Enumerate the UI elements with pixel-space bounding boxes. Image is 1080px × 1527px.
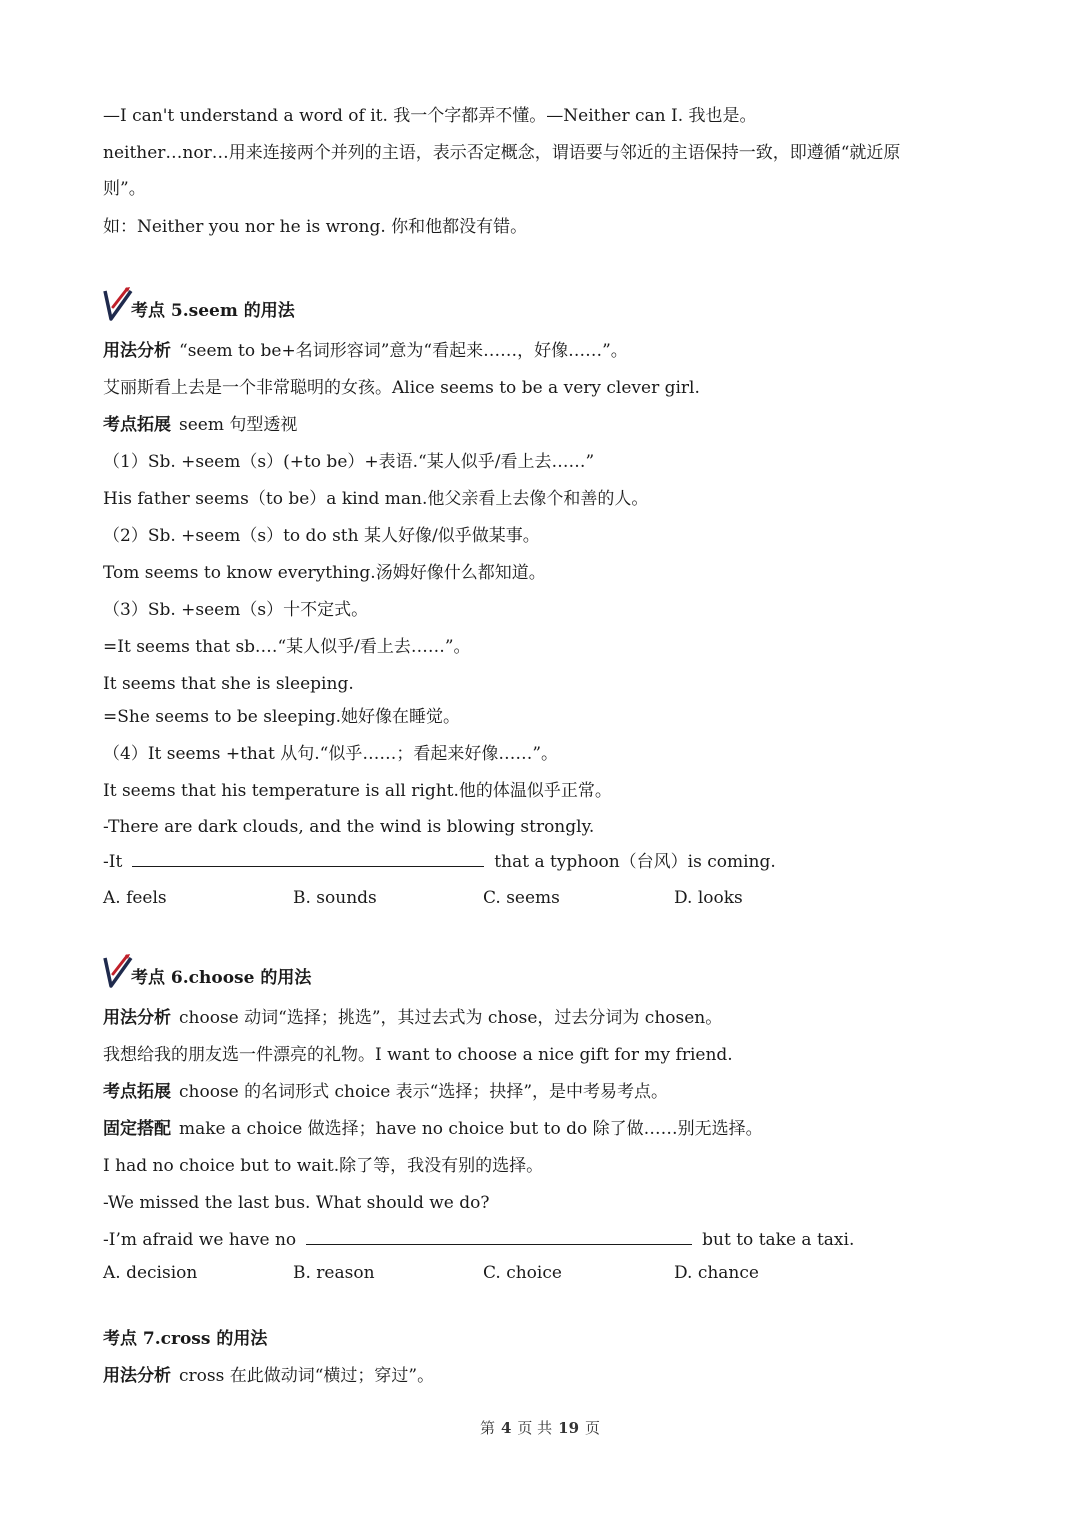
s6-analysis-label: 用法分析 xyxy=(103,1008,171,1028)
section-6-title: 考点 6.choose 的用法 xyxy=(131,968,312,988)
s6-answer-blank xyxy=(306,1228,692,1245)
intro-line-2: neither…nor…用来连接两个并列的主语，表示否定概念，谓语要与邻近的主语保持一致，即遵循“就近原 xyxy=(103,143,901,163)
s5-pattern-3: （3）Sb. +seem（s）十不定式。 xyxy=(103,600,369,620)
s5-q-pre: -It xyxy=(103,852,123,872)
s6-option-b: B. reason xyxy=(293,1263,375,1283)
s5-question-line-2 xyxy=(103,850,776,874)
footer-total-pages: 19 xyxy=(558,1419,580,1437)
s5-pattern-4-example: It seems that his temperature is all right.他的体温似乎正常。 xyxy=(103,781,612,801)
s5-option-c: C. seems xyxy=(483,888,560,908)
s5-analysis-text: “seem to be+名词形容词”意为“看起来……，好像……”。 xyxy=(179,341,628,361)
s5-answer-blank xyxy=(132,850,484,867)
s6-question-line-1: -We missed the last bus. What should we do? xyxy=(103,1193,490,1213)
s5-analysis xyxy=(103,339,628,363)
section-7-title: 考点 7.cross 的用法 xyxy=(103,1329,268,1349)
pen-check-icon xyxy=(103,952,133,988)
s5-q-post: that a typhoon（台风）is coming. xyxy=(494,852,776,872)
s5-pattern-3a: =It seems that sb.…“某人似乎/看上去……”。 xyxy=(103,637,471,657)
s6-ext-label: 考点拓展 xyxy=(103,1082,171,1102)
s6-fixed-text: make a choice 做选择；have no choice but to do 除了做……别无选择。 xyxy=(179,1119,763,1139)
s5-pattern-4: （4）It seems +that 从句.“似乎……；看起来好像……”。 xyxy=(103,744,559,764)
s5-question-line-1: -There are dark clouds, and the wind is blowing strongly. xyxy=(103,817,595,837)
s5-option-b: B. sounds xyxy=(293,888,377,908)
s5-extension xyxy=(103,413,297,437)
s6-ext-text: choose 的名词形式 choice 表示“选择；抉择”，是中考易考点。 xyxy=(179,1082,669,1102)
s6-question-line-2 xyxy=(103,1228,854,1252)
s6-analysis xyxy=(103,1006,722,1030)
s6-extension xyxy=(103,1080,668,1104)
intro-line-3: 则”。 xyxy=(103,179,146,199)
s6-q-pre: -I’m afraid we have no xyxy=(103,1230,297,1250)
intro-line-4: 如：Neither you nor he is wrong. 你和他都没有错。 xyxy=(103,217,528,237)
footer-middle: 页 共 xyxy=(517,1419,553,1437)
s5-option-a: A. feels xyxy=(103,888,167,908)
s6-analysis-text: choose 动词“选择；挑选”，其过去式为 chose，过去分词为 chosen。 xyxy=(179,1008,723,1028)
s5-ext-label: 考点拓展 xyxy=(103,415,171,435)
s5-pattern-1-example: His father seems（to be）a kind man.他父亲看上去像个和善的人。 xyxy=(103,489,649,509)
pen-check-icon xyxy=(103,285,133,321)
s6-fixed xyxy=(103,1117,763,1141)
s5-pattern-2-example: Tom seems to know everything.汤姆好像什么都知道。 xyxy=(103,563,546,583)
page-footer xyxy=(0,1417,1080,1439)
s7-analysis xyxy=(103,1364,434,1388)
s6-option-a: A. decision xyxy=(103,1263,198,1283)
s5-pattern-3c: =She seems to be sleeping.她好像在睡觉。 xyxy=(103,707,461,727)
s5-pattern-2: （2）Sb. +seem（s）to do sth 某人好像/似乎做某事。 xyxy=(103,526,540,546)
s6-option-d: D. chance xyxy=(674,1263,759,1283)
s5-analysis-label: 用法分析 xyxy=(103,341,171,361)
s7-analysis-text: cross 在此做动词“横过；穿过”。 xyxy=(179,1366,435,1386)
s6-q-post: but to take a taxi. xyxy=(702,1230,855,1250)
s7-analysis-label: 用法分析 xyxy=(103,1366,171,1386)
s5-option-d: D. looks xyxy=(674,888,743,908)
s6-example-2: I had no choice but to wait.除了等，我没有别的选择。 xyxy=(103,1156,544,1176)
s5-ext-text: seem 句型透视 xyxy=(179,415,298,435)
footer-page-number: 4 xyxy=(500,1419,512,1437)
s5-pattern-3b: It seems that she is sleeping. xyxy=(103,674,354,694)
s6-example-1: 我想给我的朋友选一件漂亮的礼物。I want to choose a nice gift for my friend. xyxy=(103,1045,733,1065)
intro-line-1: —I can't understand a word of it. 我一个字都弄不懂。—Neither can I. 我也是。 xyxy=(103,106,757,126)
s5-pattern-1: （1）Sb. +seem（s）(+to be）+表语.“某人似乎/看上去……” xyxy=(103,452,595,472)
s5-example-1: 艾丽斯看上去是一个非常聪明的女孩。Alice seems to be a very clever girl. xyxy=(103,378,700,398)
footer-prefix: 第 xyxy=(479,1419,495,1437)
section-5-title: 考点 5.seem 的用法 xyxy=(131,301,295,321)
footer-suffix: 页 xyxy=(585,1419,601,1437)
s6-fixed-label: 固定搭配 xyxy=(103,1119,171,1139)
s6-option-c: C. choice xyxy=(483,1263,562,1283)
